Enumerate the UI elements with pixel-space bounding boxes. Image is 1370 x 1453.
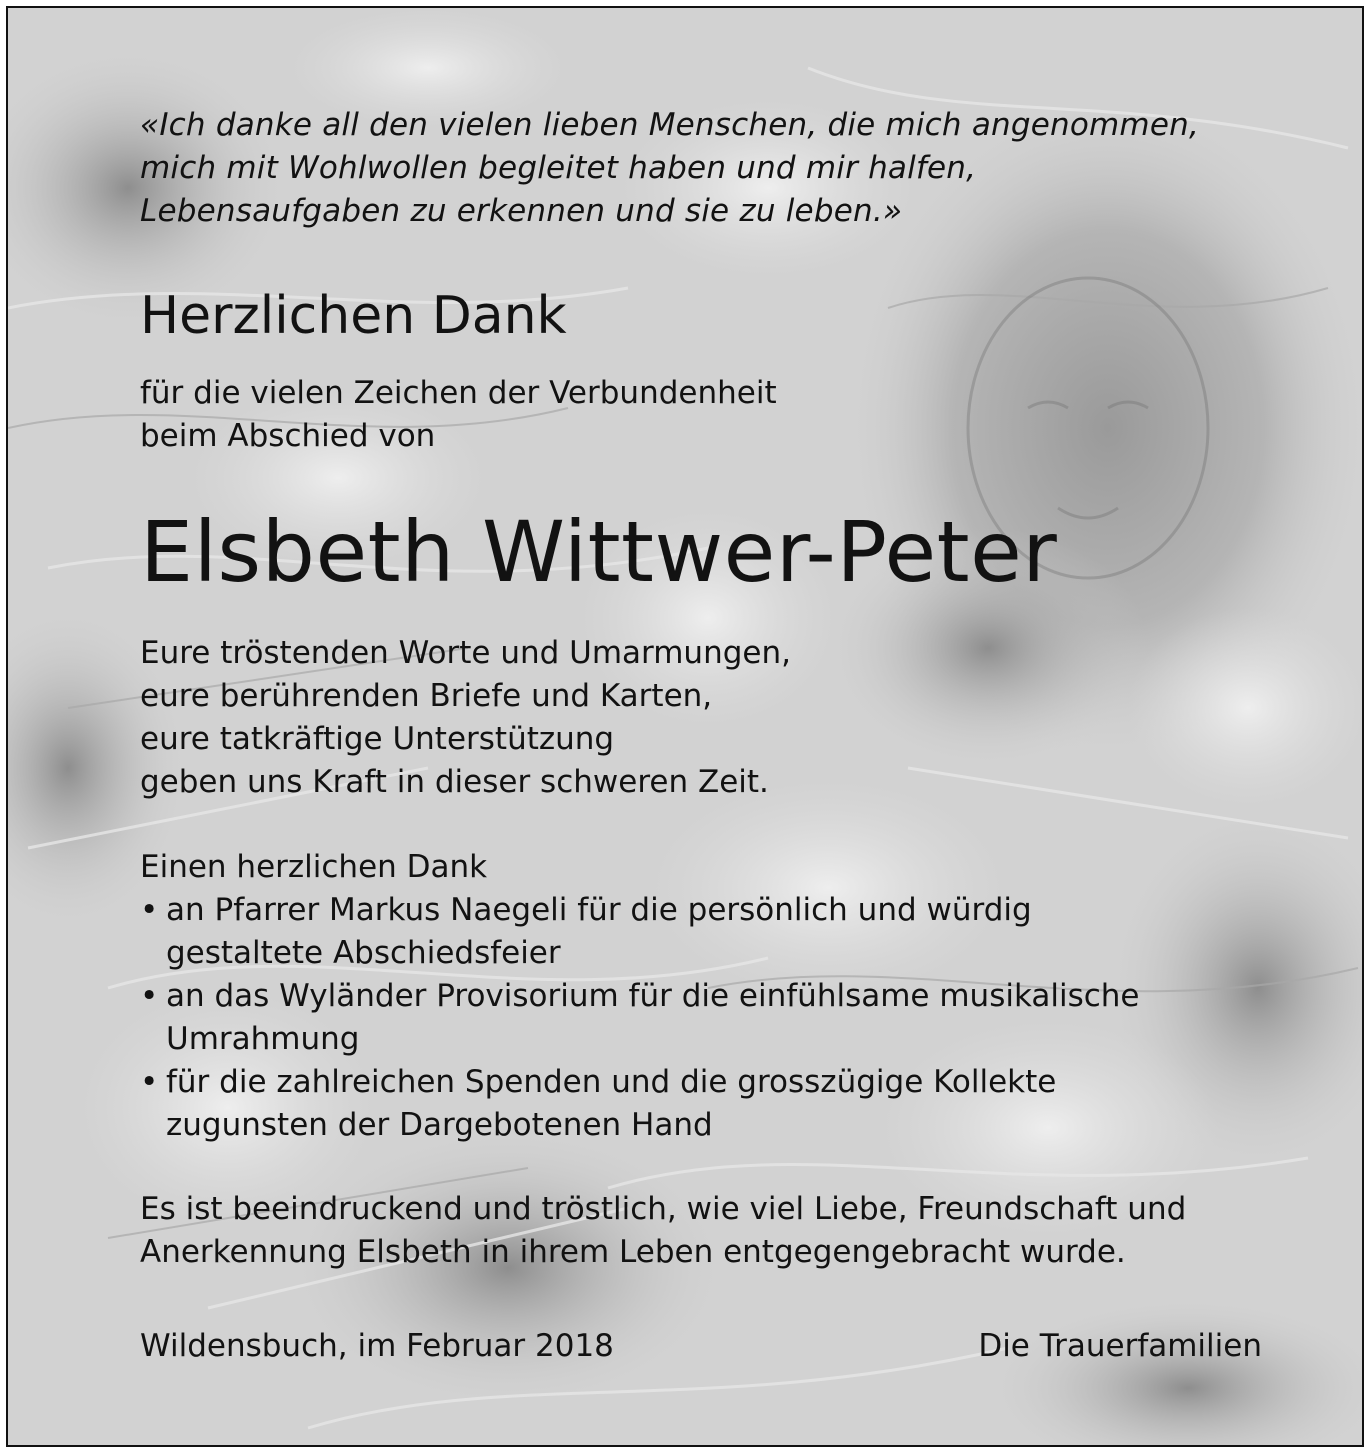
paragraph-line: Eure tröstenden Worte und Umarmungen, <box>140 635 791 671</box>
thanks-item-line: Umrahmung <box>166 1021 360 1057</box>
intro-line: beim Abschied von <box>140 418 436 454</box>
paragraph-line: eure berührenden Briefe und Karten, <box>140 678 713 714</box>
thanks-list-item <box>140 975 1140 1061</box>
paragraph-line: Es ist beeindruckend und tröstlich, wie viel Liebe, Freundschaft und <box>140 1191 1187 1227</box>
deceased-name: Elsbeth Wittwer-Peter <box>140 503 1058 601</box>
thanks-list-item <box>140 1061 1140 1147</box>
thanks-item-line: für die zahlreichen Spenden und die grosszügige Kollekte <box>166 1064 1057 1100</box>
paragraph-line: geben uns Kraft in dieser schweren Zeit. <box>140 764 769 800</box>
quote-line: Lebensaufgaben zu erkennen und sie zu leben.» <box>140 193 903 229</box>
thanks-item-line: zugunsten der Dargebotenen Hand <box>166 1107 713 1143</box>
headline: Herzlichen Dank <box>140 286 567 346</box>
closing-paragraph <box>140 1188 1186 1274</box>
intro-line: für die vielen Zeichen der Verbundenheit <box>140 375 777 411</box>
quote-line: «Ich danke all den vielen lieben Menschen, die mich angenommen, <box>140 107 1200 143</box>
paragraph-line: eure tatkräftige Unterstützung <box>140 721 615 757</box>
thanks-list <box>140 889 1140 1147</box>
bullet-icon: • <box>140 978 159 1014</box>
intro-text <box>140 372 777 458</box>
signature: Die Trauerfamilien <box>978 1328 1262 1364</box>
paragraph-line: Anerkennung Elsbeth in ihrem Leben entgegengebracht wurde. <box>140 1234 1126 1270</box>
bullet-icon: • <box>140 1064 159 1100</box>
obituary-card <box>6 6 1364 1447</box>
thanks-intro: Einen herzlichen Dank <box>140 849 488 885</box>
thanks-item-line: an das Wyländer Provisorium für die einfühlsame musikalische <box>166 978 1140 1014</box>
quote-line: mich mit Wohlwollen begleitet haben und mir halfen, <box>140 150 977 186</box>
thanks-item-line: an Pfarrer Markus Naegeli für die persönlich und würdig <box>166 892 1032 928</box>
thanks-list-item <box>140 889 1140 975</box>
opening-quote <box>140 104 1199 233</box>
comfort-paragraph <box>140 632 791 804</box>
place-date: Wildensbuch, im Februar 2018 <box>140 1328 614 1364</box>
bullet-icon: • <box>140 892 159 928</box>
thanks-item-line: gestaltete Abschiedsfeier <box>166 935 561 971</box>
